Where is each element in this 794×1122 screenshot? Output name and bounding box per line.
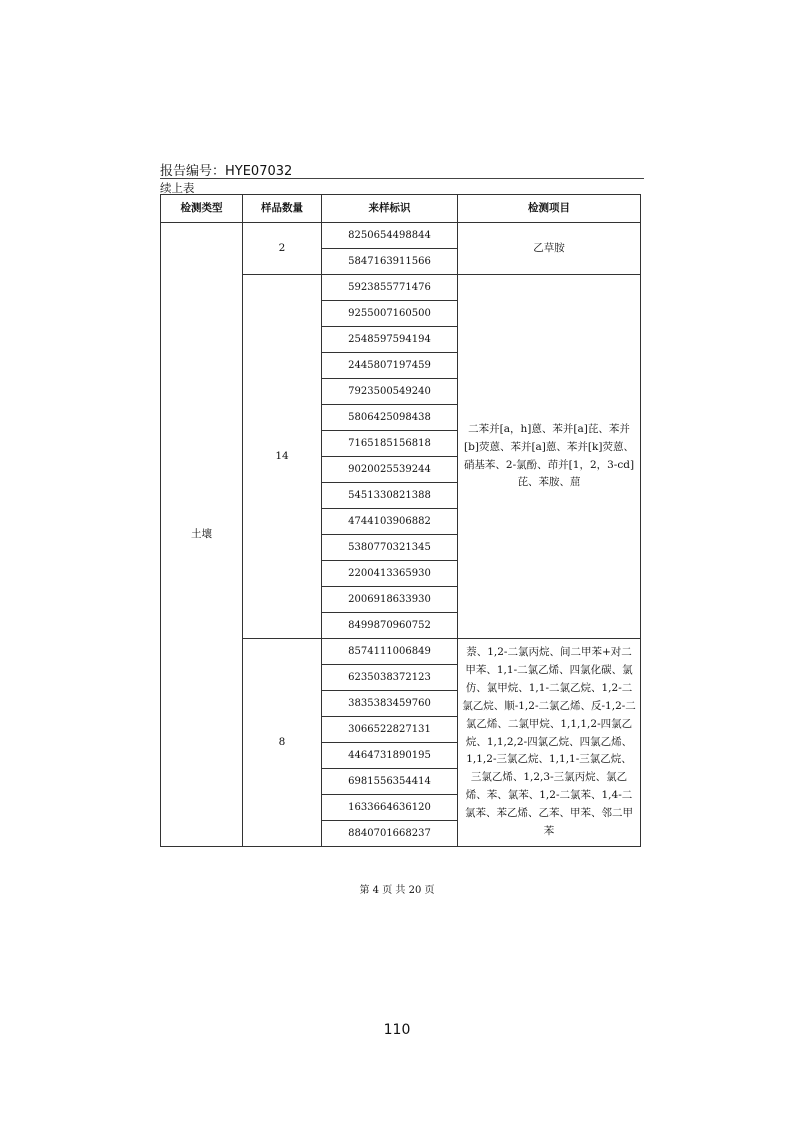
sample-id-cell: 7923500549240 (322, 379, 458, 405)
sample-id-cell: 2548597594194 (322, 327, 458, 353)
column-header: 样品数量 (243, 195, 322, 223)
sample-id-cell: 4464731890195 (322, 743, 458, 769)
page-info: 第 4 页 共 20 页 (359, 885, 435, 896)
sample-count-cell: 2 (243, 223, 322, 275)
header-divider (160, 178, 644, 179)
sample-id-cell: 8574111006849 (322, 639, 458, 665)
sample-id-cell: 1633664636120 (322, 795, 458, 821)
sample-id-cell: 2445807197459 (322, 353, 458, 379)
table-row (161, 223, 641, 249)
sample-count-cell: 14 (243, 275, 322, 639)
test-items-cell: 二苯并[a，h]蒽、苯并[a]芘、苯并[b]荧蒽、苯并[a]蒽、苯并[k]荧蒽、硝基苯、2-氯酚、茚并[1，2，3-cd]芘、苯胺、䓛 (458, 275, 641, 639)
sample-id-cell: 6981556354414 (322, 769, 458, 795)
sample-id-cell: 7165185156818 (322, 431, 458, 457)
sample-id-cell: 5847163911566 (322, 249, 458, 275)
sample-id-cell: 8499870960752 (322, 613, 458, 639)
report-number: 报告编号：HYE07032 (160, 164, 293, 179)
sample-id-cell: 4744103906882 (322, 509, 458, 535)
sample-id-cell: 3835383459760 (322, 691, 458, 717)
sample-id-cell: 6235038372123 (322, 665, 458, 691)
table-body (161, 223, 641, 847)
column-header: 检测类型 (161, 195, 243, 223)
table-header-row (161, 195, 641, 223)
sample-id-cell: 3066522827131 (322, 717, 458, 743)
sample-id-cell: 5380770321345 (322, 535, 458, 561)
sample-id-cell: 2200413365930 (322, 561, 458, 587)
continued-label: 续上表 (160, 181, 195, 195)
page-number: 110 (383, 1022, 411, 1038)
sample-id-cell: 2006918633930 (322, 587, 458, 613)
sample-id-cell: 5806425098438 (322, 405, 458, 431)
sample-id-cell: 8840701668237 (322, 821, 458, 847)
test-items-cell: 萘、1,2-二氯丙烷、间二甲苯+对二甲苯、1,1-二氯乙烯、四氯化碳、氯仿、氯甲烷、1,1-二氯乙烷、1,2-二氯乙烷、顺-1,2-二氯乙烯、反-1,2-二氯乙烯、二氯甲烷、1,1,1,2-四氯乙烷、1,1,2,2-四氯乙烷、四氯乙烯、1,1,2-三氯乙烷、1,1,1-三氯乙烷、三氯乙烯、1,2,3-三氯丙烷、氯乙烯、苯、氯苯、1,2-二氯苯、1,4-二氯苯、苯乙烯、乙苯、甲苯、邻二甲苯 (458, 639, 641, 847)
test-items-cell: 乙草胺 (458, 223, 641, 275)
sample-id-cell: 9020025539244 (322, 457, 458, 483)
detection-type-cell: 土壤 (161, 223, 243, 847)
column-header: 检测项目 (458, 195, 641, 223)
column-header: 来样标识 (322, 195, 458, 223)
test-items-table (160, 194, 641, 847)
sample-id-cell: 9255007160500 (322, 301, 458, 327)
sample-id-cell: 5923855771476 (322, 275, 458, 301)
sample-id-cell: 8250654498844 (322, 223, 458, 249)
sample-id-cell: 5451330821388 (322, 483, 458, 509)
sample-count-cell: 8 (243, 639, 322, 847)
